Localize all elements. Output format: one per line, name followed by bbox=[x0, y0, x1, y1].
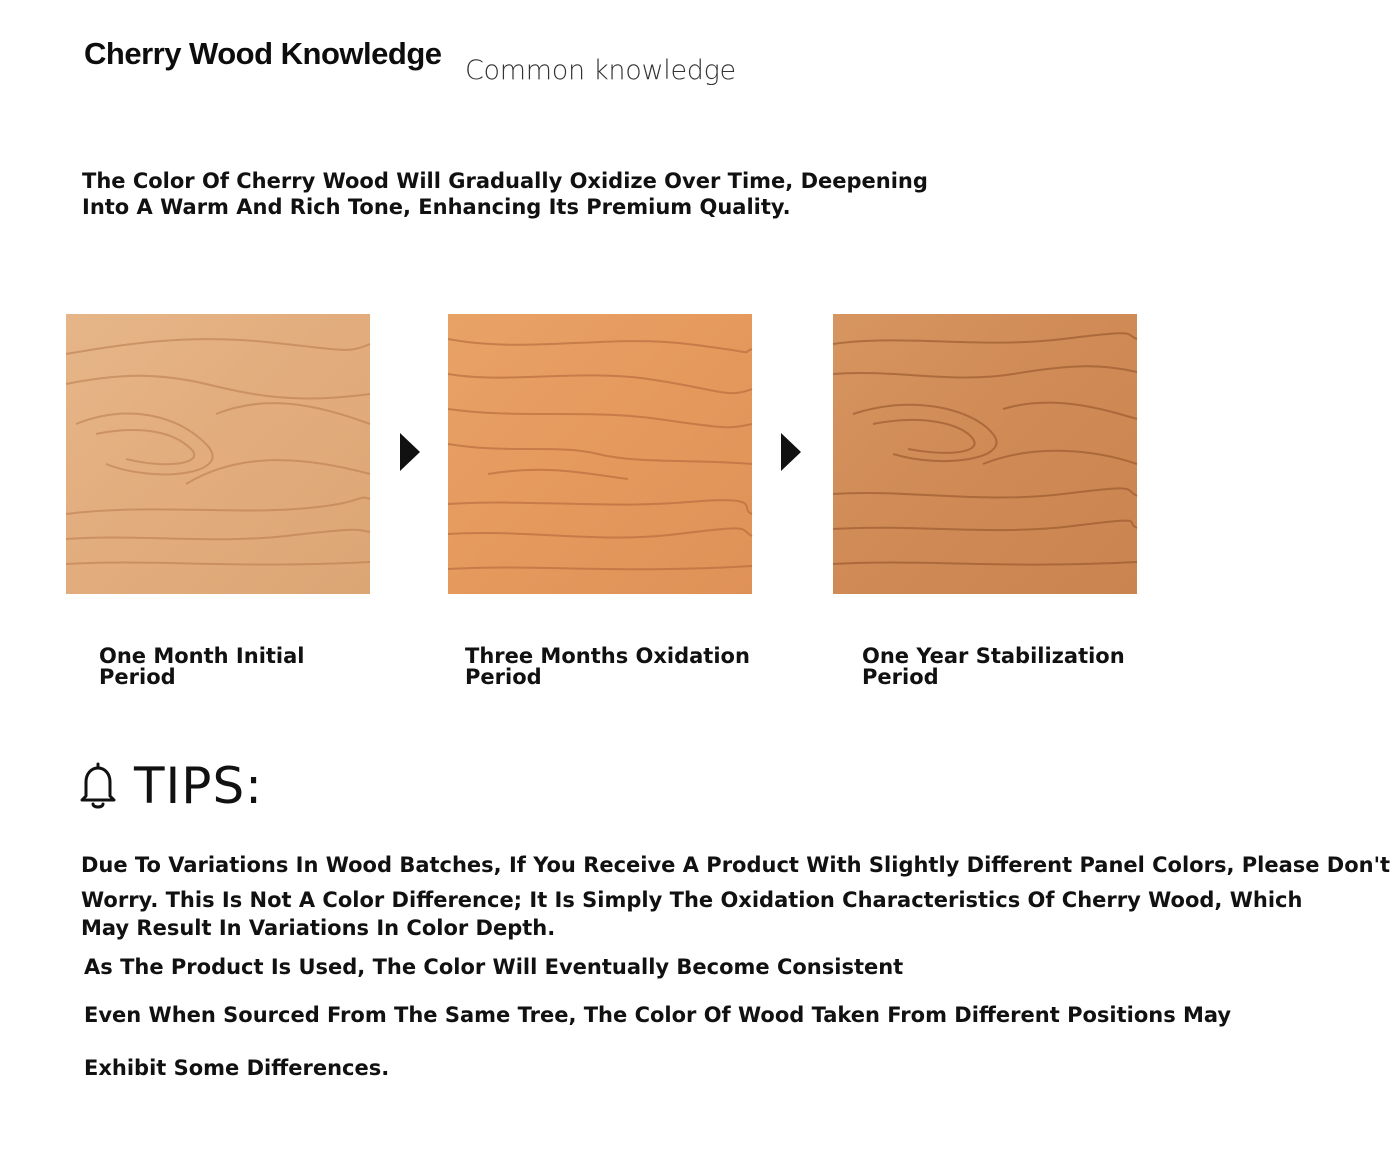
stage-caption-one-month: One Month Initial Period bbox=[99, 644, 305, 689]
wood-grain-image-three-months bbox=[448, 314, 752, 594]
intro-text: The Color Of Cherry Wood Will Gradually Oxidize Over Time, Deepening Into A Warm And Rich Tone, Enhancing Its Premium Quality. bbox=[82, 169, 928, 219]
page-title: Cherry Wood Knowledge bbox=[84, 36, 442, 71]
wood-panel-three-months bbox=[448, 314, 752, 594]
wood-panel-one-year bbox=[833, 314, 1137, 594]
tip-line: Even When Sourced From The Same Tree, The Color Of Wood Taken From Different Positions May bbox=[84, 1003, 1232, 1027]
triangle-right-icon bbox=[400, 433, 420, 471]
wood-grain-image-one-month bbox=[66, 314, 370, 594]
wood-grain-image-one-year bbox=[833, 314, 1137, 594]
stage-caption-three-months: Three Months Oxidation Period bbox=[465, 644, 750, 689]
tip-line: Due To Variations In Wood Batches, If You Receive A Product With Slightly Different Panel Colors, Please Don't bbox=[81, 853, 1390, 877]
tips-heading: TIPS: bbox=[134, 757, 264, 815]
tip-line: May Result In Variations In Color Depth. bbox=[81, 916, 556, 940]
wood-panel-one-month bbox=[66, 314, 370, 594]
tip-line: Exhibit Some Differences. bbox=[84, 1056, 390, 1080]
stage-caption-one-year: One Year Stabilization Period bbox=[862, 644, 1125, 689]
triangle-right-icon bbox=[781, 433, 801, 471]
tip-line: Worry. This Is Not A Color Difference; It Is Simply The Oxidation Characteristics Of Cherry Wood, Which bbox=[81, 888, 1303, 912]
tip-line: As The Product Is Used, The Color Will Eventually Become Consistent bbox=[84, 955, 904, 979]
bell-icon bbox=[78, 760, 118, 812]
page-subtitle: Common knowledge bbox=[465, 55, 736, 86]
